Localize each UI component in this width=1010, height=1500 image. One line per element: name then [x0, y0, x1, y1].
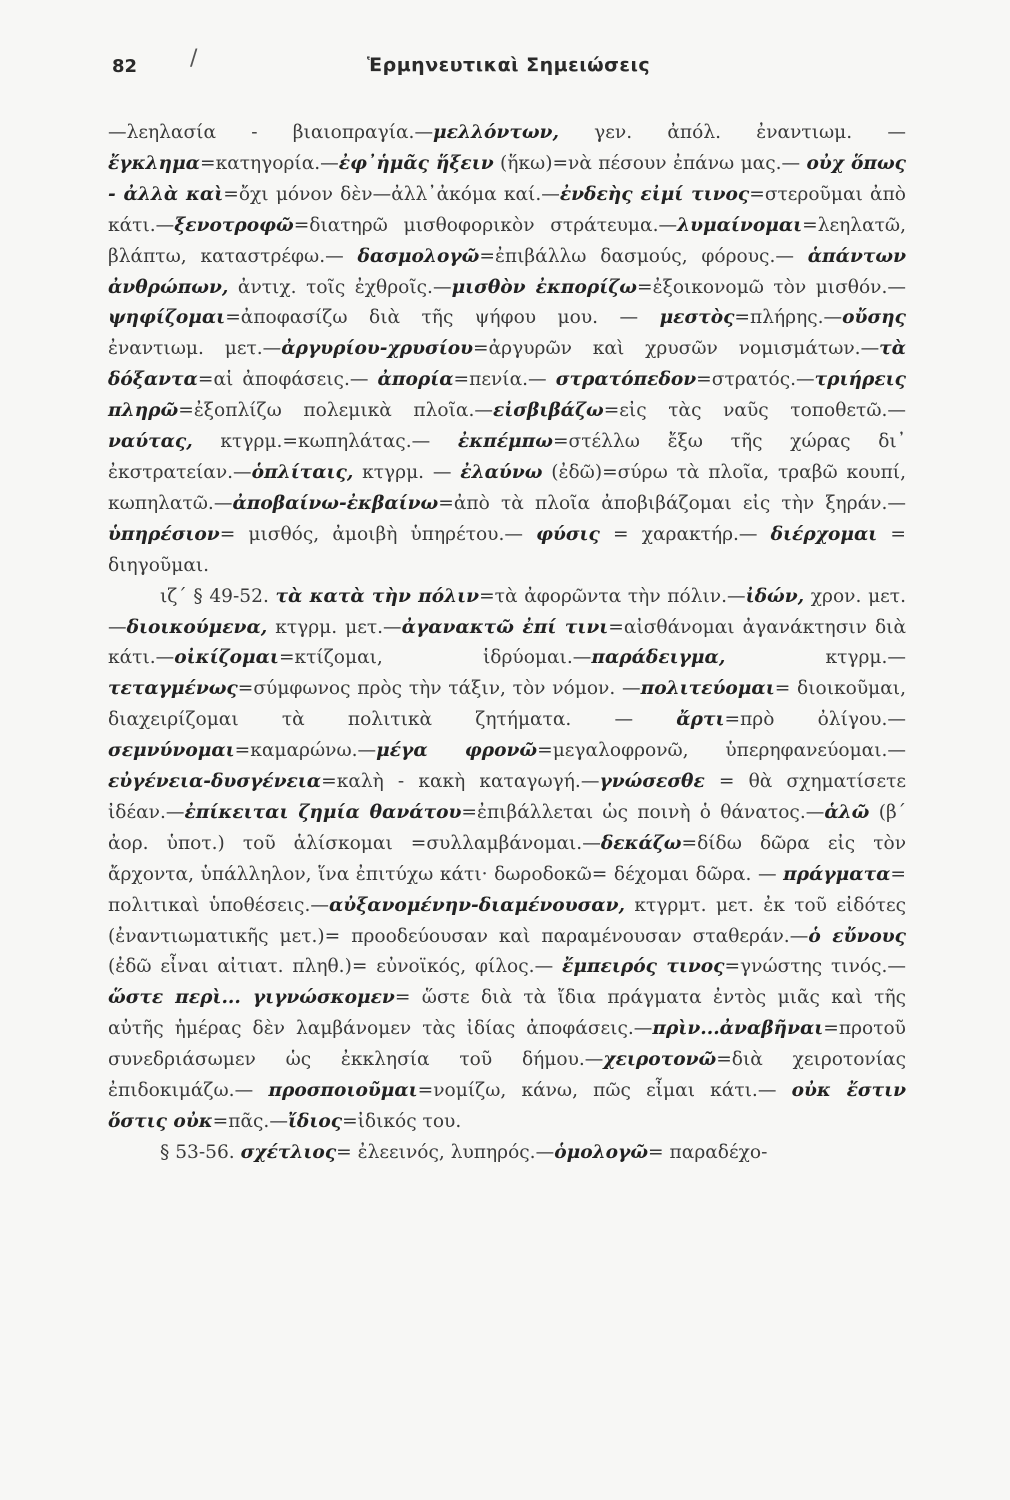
running-title: Ἑρμηνευτικαὶ Σημειώσεις [367, 54, 651, 76]
glossary-text: § 53-56. [160, 1141, 241, 1163]
glossary-term: δεκάζω [600, 832, 682, 854]
glossary-text: =καμαρώνω.— [234, 740, 377, 762]
glossary-term: μελλόντων, [433, 122, 559, 143]
glossary-text: = παραδέχο- [648, 1141, 768, 1163]
glossary-term: ἐπίκειται ζημία θανάτου [184, 801, 462, 823]
glossary-text: κτγρμ. μετ.— [267, 616, 402, 638]
glossary-text: = πολιτικαὶ ὑποθέσεις.— [108, 863, 906, 916]
glossary-text: =γνώστης τινός.— [724, 956, 906, 978]
glossary-term: ὁ εὔνους [808, 925, 906, 947]
glossary-text: ἀντιχ. τοῖς ἐχθροῖς.— [228, 276, 452, 298]
glossary-text: =εἰς τὰς ναῦς τοποθετῶ.— [603, 400, 906, 422]
glossary-text: = διοικοῦμαι, διαχειρίζομαι τὰ πολιτικὰ ζητήματα. — [108, 678, 906, 731]
glossary-text: (β´ ἀορ. ὑποτ.) τοῦ ἁλίσκομαι =συλλαμβάνομαι.— [108, 801, 907, 854]
glossary-text: =λεηλατῶ, βλάπτω, καταστρέφω.— [108, 214, 906, 267]
glossary-text: =αἰσθάνομαι ἀγανάκτησιν διὰ κάτι.— [108, 616, 906, 669]
glossary-text: =κτίζομαι, ἱδρύομαι.— [278, 647, 592, 669]
glossary-term: ἁλῶ [824, 801, 870, 823]
glossary-text: = χαρακτήρ.— [599, 523, 771, 545]
glossary-text: =στέλλω ἔξω τῆς χώρας δι᾽ ἐκστρατείαν.— [108, 431, 906, 483]
glossary-text: =ἐξοικονομῶ τὸν μισθόν.— [637, 276, 906, 298]
glossary-term: ἐνδεὴς εἰμί τινος [559, 183, 750, 205]
glossary-text: ιζ´ § 49-52. [160, 585, 276, 607]
glossary-term: ὁπλίταις, [251, 461, 354, 483]
glossary-term: μεστὸς [659, 307, 735, 329]
glossary-text: =μεγαλοφρονῶ, ὑπερηφανεύομαι.— [537, 740, 906, 762]
glossary-term: ἀποβαίνω-ἐκβαίνω [232, 492, 439, 514]
glossary-text: =ὄχι μόνον δὲν—ἀλλ᾽ἀκόμα καί.— [223, 183, 560, 205]
glossary-text: = μισθός, ἀμοιβὴ ὑπηρέτου.— [219, 523, 537, 545]
glossary-term: τριήρεις πληρῶ [108, 369, 907, 422]
glossary-term: διέρχομαι [770, 523, 878, 545]
glossary-term: ξενοτροφῶ [174, 214, 294, 236]
glossary-term: ἐφ᾽ἡμᾶς ἥξειν [338, 152, 494, 174]
glossary-term: πολιτεύομαι [640, 678, 775, 700]
glossary-text: κτγρμ.=κωπηλάτας.— [192, 431, 458, 453]
glossary-text: =στρατός.— [696, 369, 815, 391]
glossary-text: κτγρμ. — [353, 461, 461, 483]
glossary-term: ἀργυρίου-χρυσίου [281, 338, 474, 360]
glossary-term: μισθὸν ἐκπορίζω [451, 276, 638, 298]
glossary-term: ψηφίζομαι [108, 307, 226, 329]
glossary-term: λυμαίνομαι [677, 214, 803, 236]
glossary-text: =ἰδικός του. [342, 1111, 462, 1132]
glossary-term: πράγματα [783, 863, 891, 885]
glossary-text: κτγρμ.— [725, 647, 907, 669]
glossary-term: οὐκ ἔστιν ὅστις οὐκ [108, 1080, 906, 1132]
glossary-text: =ἐξοπλίζω πολεμικὰ πλοῖα.— [178, 400, 493, 422]
glossary-term: δασμολογῶ [357, 245, 480, 267]
glossary-term: φύσις [536, 523, 600, 545]
glossary-text: =νομίζω, κάνω, πῶς εἶμαι κάτι.— [417, 1080, 792, 1102]
glossary-term: ἐλαύνω [460, 461, 543, 483]
glossary-term: προσποιοῦμαι [268, 1080, 418, 1102]
glossary-term: ἰδών, [745, 585, 805, 607]
glossary-term: ὑπηρέσιον [108, 523, 220, 545]
glossary-term: στρατόπεδον [555, 369, 697, 391]
glossary-text: = διηγοῦμαι. [108, 523, 906, 576]
glossary-term: ἁπάντων ἀνθρώπων, [108, 245, 906, 298]
glossary-text: =πενία.— [453, 369, 556, 391]
glossary-paragraph [108, 118, 906, 582]
glossary-term: τὰ δόξαντα [108, 338, 906, 391]
glossary-text: =δίδω δῶρα εἰς τὸν ἄρχοντα, ὑπάλληλον, ἵνα ἐπιτύχω κάτι· δωροδοκῶ= δέχομαι δῶρα. — [108, 832, 906, 885]
glossary-term: ἀγανακτῶ ἐπί τινι [401, 616, 609, 638]
glossary-text: =ἐπιβάλλεται ὡς ποινὴ ὁ θάνατος.— [461, 801, 825, 823]
page-header [112, 48, 930, 88]
glossary-text: (ἐδῶ εἶναι αἰτιατ. πληθ.)= εὐνοϊκός, φίλος.— [108, 956, 563, 978]
glossary-text: =κατηγορία.— [200, 152, 339, 174]
glossary-text: ἐναντιωμ. μετ.— [108, 338, 282, 360]
glossary-paragraph [108, 1138, 906, 1169]
glossary-term: παράδειγμα, [591, 647, 726, 669]
glossary-text: = ἐλεεινός, λυπηρός.— [336, 1141, 555, 1163]
glossary-term: διοικούμενα, [126, 616, 268, 638]
glossary-term: ὥστε περὶ... γιγνώσκομεν [108, 987, 395, 1009]
glossary-text: κτγρμτ. μετ. ἐκ τοῦ εἰδότες (ἐναντιωματικῆς μετ.)= προοδεύουσαν καὶ παραμένουσαν σταθεράν.— [108, 894, 906, 947]
glossary-term: ἐκπέμπω [457, 431, 553, 453]
glossary-term: ὁμολογῶ [554, 1141, 649, 1163]
glossary-term: ναύτας, [108, 431, 193, 453]
glossary-text: =πρὸ ὀλίγου.— [724, 709, 906, 731]
glossary-text: =διὰ χειροτονίας ἐπιδοκιμάζω.— [108, 1049, 906, 1102]
glossary-text: (ἐδῶ)=σύρω τὰ πλοῖα, τραβῶ κουπί, κωπηλατῶ.— [108, 461, 906, 514]
glossary-term: ἄρτι [676, 709, 725, 731]
glossary-term: ἔμπειρός τινος [562, 956, 725, 978]
glossary-body [108, 118, 906, 1169]
glossary-term: ἔγκλημα [108, 152, 200, 174]
glossary-text: =διατηρῶ μισθοφορικὸν στράτευμα.— [293, 214, 678, 236]
glossary-text: =ἀπὸ τὰ πλοῖα ἀποβιβάζομαι εἰς τὴν ξηράν.— [438, 492, 906, 514]
glossary-term: εἰσβιβάζω [492, 400, 604, 422]
glossary-text: —λεηλασία - βιαιοπραγία.— [108, 122, 434, 143]
glossary-text: =πᾶς.— [212, 1111, 288, 1132]
glossary-term: ἀπορία [377, 369, 454, 391]
glossary-term: σεμνύνομαι [108, 740, 235, 762]
glossary-text: =αἱ ἀποφάσεις.— [197, 369, 378, 391]
glossary-text: =καλὴ - κακὴ καταγωγή.— [321, 771, 600, 793]
glossary-term: αὐξανομένην-διαμένουσαν, [328, 894, 625, 916]
glossary-term: εὐγένεια-δυσγένεια [108, 771, 322, 793]
glossary-term: οὐχ ὅπως - ἀλλὰ καὶ [108, 152, 907, 205]
page-number: 82 [112, 56, 138, 77]
glossary-text: χρον. μετ.— [108, 585, 906, 638]
glossary-text: =ἀποφασίζω διὰ τῆς ψήφου μου. — [225, 307, 660, 329]
glossary-text: =ἀργυρῶν καὶ χρυσῶν νομισμάτων.— [473, 338, 880, 360]
glossary-term: τεταγμένως [108, 678, 238, 700]
glossary-term: ἴδιος [287, 1111, 343, 1132]
glossary-text: =σύμφωνος πρὸς τὴν τάξιν, τὸν νόμον. — [237, 678, 641, 700]
glossary-term: γνώσεσθε [599, 771, 705, 793]
glossary-term: τὰ κατὰ τὴν πόλιν [275, 585, 480, 607]
glossary-term: μέγα φρονῶ [376, 740, 538, 762]
glossary-text: =τὰ ἀφορῶντα τὴν πόλιν.— [479, 585, 746, 607]
glossary-term: χειροτονῶ [603, 1049, 717, 1071]
glossary-text: γεν. ἀπόλ. ἐναντιωμ. — [558, 122, 906, 143]
header-pen-mark: / [190, 46, 198, 71]
glossary-text: = ὥστε διὰ τὰ ἴδια πράγματα ἐντὸς μιᾶς καὶ τῆς αὐτῆς ἡμέρας δὲν λαμβάνομεν τὰς ἰδίας ἀποφάσεις.— [108, 987, 906, 1040]
glossary-term: σχέτλιος [240, 1141, 337, 1163]
glossary-term: πρὶν...ἀναβῆναι [652, 1018, 824, 1040]
glossary-text: =ἐπιβάλλω δασμούς, φόρους.— [479, 245, 808, 267]
glossary-text: =προτοῦ συνεδριάσωμεν ὡς ἐκκλησία τοῦ δήμου.— [108, 1018, 906, 1071]
glossary-term: οὔσης [842, 307, 906, 329]
glossary-paragraph [108, 582, 906, 1138]
glossary-text: =πλήρης.— [734, 307, 843, 329]
glossary-text: =στεροῦμαι ἀπὸ κάτι.— [108, 183, 906, 236]
glossary-term: οἰκίζομαι [174, 647, 279, 669]
glossary-text: (ἥκω)=νὰ πέσουν ἐπάνω μας.— [493, 152, 807, 174]
glossary-text: = θὰ σχηματίσετε ἰδέαν.— [108, 771, 906, 823]
